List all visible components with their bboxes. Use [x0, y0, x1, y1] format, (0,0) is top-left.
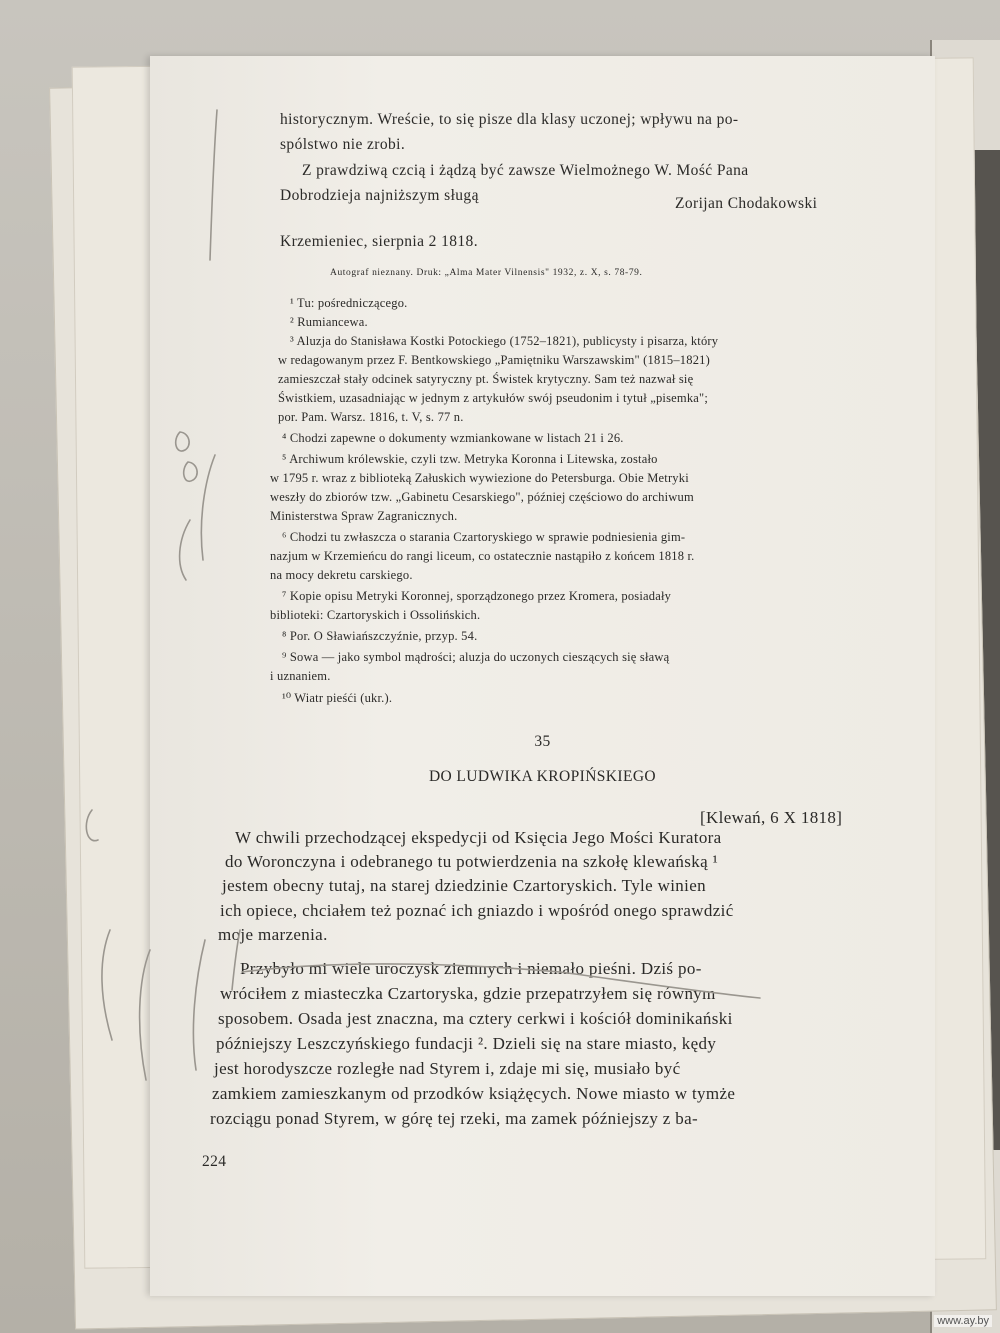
letter-line: rozciągu ponad Styrem, w górę tej rzeki, ma zamek późniejszy z ba- [210, 1109, 699, 1128]
footnote-line: ⁵ Archiwum królewskie, czyli tzw. Metryka Koronna i Litewska, zostało [282, 452, 658, 466]
footnote-line: ¹⁰ Wiatr pieśći (ukr.). [282, 691, 393, 705]
footnote-line: biblioteki: Czartoryskich i Ossolińskich. [270, 608, 481, 622]
footnote-line: ³ Aluzja do Stanisława Kostki Potockiego (1752–1821), publicysty i pisarza, który [290, 334, 719, 348]
footnote-line: weszły do zbiorów tzw. „Gabinetu Cesarskiego", później częściowo do archiwum [270, 490, 694, 504]
watermark: www.ay.by [934, 1315, 992, 1327]
text-line: historycznym. Wreście, to się pisze dla klasy uczonej; wpływu na po- [280, 111, 739, 128]
letter-dateline: [Klewań, 6 X 1818] [700, 808, 843, 827]
footnote-line: zamieszczał stały odcinek satyryczny pt. Świstek krytyczny. Sam też nazwał się [278, 372, 694, 386]
letter-line: moje marzenia. [218, 925, 328, 944]
footnote-line: por. Pam. Warsz. 1816, t. V, s. 77 n. [278, 410, 464, 424]
book-page [150, 56, 935, 1296]
footnote-line: nazjum w Krzemieńcu do rangi liceum, co ostatecznie nastąpiło z końcem 1818 r. [270, 549, 695, 563]
source-note: Autograf nieznany. Druk: „Alma Mater Vilnensis" 1932, z. X, s. 78-79. [330, 268, 643, 278]
letter-line: późniejszy Leszczyńskiego fundacji ². Dzieli się na stare miasto, kędy [216, 1034, 717, 1053]
footnote-line: ⁸ Por. O Sławiańszczyźnie, przyp. 54. [282, 629, 478, 643]
footnote-line: ⁷ Kopie opisu Metryki Koronnej, sporządzonego przez Kromera, posiadały [282, 589, 672, 603]
letter-line: ich opiece, chciałem też poznać ich gniazdo i wpośród onego sprawdzić [220, 901, 734, 920]
letter-line: sposobem. Osada jest znaczna, ma cztery cerkwi i kościół dominikański [218, 1009, 733, 1028]
footnote-line: na mocy dekretu carskiego. [270, 568, 413, 582]
place-date: Krzemieniec, sierpnia 2 1818. [280, 233, 478, 250]
letter-line: Przybyło mi wiele uroczysk ziemnych i niemało pieśni. Dziś po- [240, 959, 702, 978]
footnote-line: ² Rumiancewa. [290, 315, 368, 329]
letter-line: wróciłem z miasteczka Czartoryska, gdzie przepatrzyłem się równym [220, 984, 716, 1003]
footnote-line: i uznaniem. [270, 669, 331, 683]
footnote-line: ¹ Tu: pośredniczącego. [290, 296, 408, 310]
text-line: spólstwo nie zrobi. [280, 136, 406, 153]
letter-line: jestem obecny tutaj, na starej dziedzinie Czartoryskich. Tyle winien [222, 876, 706, 895]
text-line: Dobrodzieja najniższym sługą [280, 187, 479, 204]
letter-line: zamkiem zamieszkanym od przodków książęcych. Nowe miasto w tymże [212, 1084, 736, 1103]
letter-number: 35 [534, 733, 551, 750]
footnote-line: w 1795 r. wraz z biblioteką Załuskich wywiezione do Petersburga. Obie Metryki [270, 471, 689, 485]
letter-heading: DO LUDWIKA KROPIŃSKIEGO [428, 768, 657, 785]
footnote-line: ⁹ Sowa — jako symbol mądrości; aluzja do uczonych cieszących się sławą [282, 650, 670, 664]
footnote-line: Świstkiem, uzasadniając w jednym z artykułów swój pseudonim i tytuł „pisemka"; [278, 391, 709, 405]
footnote-line: ⁶ Chodzi tu zwłaszcza o starania Czartoryskiego w sprawie podniesienia gim- [282, 530, 686, 544]
footnote-line: Ministerstwa Spraw Zagranicznych. [270, 509, 458, 523]
letter-line: W chwili przechodzącej ekspedycji od Księcia Jego Mości Kuratora [235, 828, 722, 847]
page-content [150, 56, 935, 1296]
letter-line: do Woronczyna i odebranego tu potwierdzenia na szkołę klewańską ¹ [225, 852, 719, 871]
text-line: Z prawdziwą czcią i żądzą być zawsze Wielmożnego W. Mość Pana [302, 162, 749, 179]
footnote-line: ⁴ Chodzi zapewne o dokumenty wzmiankowane w listach 21 i 26. [282, 431, 624, 445]
footnote-line: w redagowanym przez F. Bentkowskiego „Pamiętniku Warszawskim" (1815–1821) [278, 353, 710, 367]
letter-line: jest horodyszcze rozległe nad Styrem i, zdaje mi się, musiało być [214, 1059, 681, 1078]
page-number: 224 [202, 1153, 227, 1170]
signature: Zorijan Chodakowski [675, 195, 818, 212]
